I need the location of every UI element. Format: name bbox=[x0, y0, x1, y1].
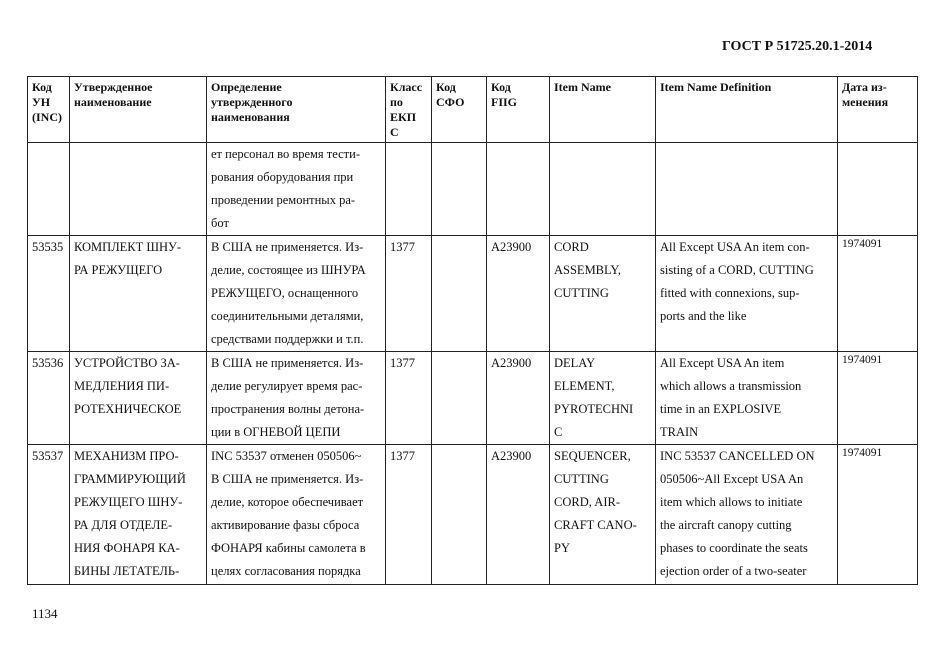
column-header-line: Код bbox=[32, 80, 52, 94]
cell-text-line: fitted with connexions, sup- bbox=[660, 286, 800, 300]
table-cell bbox=[656, 445, 838, 585]
cell-text-line: 1377 bbox=[390, 449, 415, 463]
cell-text-line: PY bbox=[554, 541, 570, 555]
cell-text-line: активирование фазы сброса bbox=[211, 518, 360, 532]
table-cell bbox=[550, 143, 656, 236]
column-header-line: менения bbox=[842, 95, 889, 109]
cell-text-line: делие регулирует время рас- bbox=[211, 379, 363, 393]
cell-text-line: РЕЖУЩЕГО, оснащенного bbox=[211, 286, 359, 300]
column-header bbox=[432, 77, 487, 143]
cell-text-line: A23900 bbox=[491, 240, 532, 254]
cell-text-line: делие, которое обеспечивает bbox=[211, 495, 364, 509]
cell-text-line: ports and the like bbox=[660, 309, 747, 323]
cell-text-line: 53535 bbox=[32, 240, 64, 254]
cell-text-line: sisting of a CORD, CUTTING bbox=[660, 263, 814, 277]
table-cell bbox=[487, 236, 550, 352]
cell-text-line: which allows a transmission bbox=[660, 379, 802, 393]
table-cell bbox=[207, 352, 386, 445]
cell-text-line: 53536 bbox=[32, 356, 64, 370]
column-header-line: Утвержденное bbox=[74, 80, 153, 94]
table-cell bbox=[70, 236, 207, 352]
column-header-line: УН bbox=[32, 95, 51, 109]
table-cell bbox=[28, 143, 70, 236]
cell-text-line: 1974091 bbox=[842, 447, 883, 459]
table-cell bbox=[432, 143, 487, 236]
document-title: ГОСТ Р 51725.20.1-2014 bbox=[722, 39, 873, 54]
table-cell bbox=[432, 352, 487, 445]
cell-text-line: CUTTING bbox=[554, 472, 609, 486]
cell-text-line: ELEMENT, bbox=[554, 379, 615, 393]
cell-text-line: БИНЫ ЛЕТАТЕЛЬ- bbox=[74, 564, 180, 578]
table-cell bbox=[207, 236, 386, 352]
table-cell bbox=[487, 445, 550, 585]
cell-text-line: В США не применяется. Из- bbox=[211, 240, 364, 254]
cell-text-line: ASSEMBLY, bbox=[554, 263, 621, 277]
cell-text-line: SEQUENCER, bbox=[554, 449, 631, 463]
table-cell bbox=[28, 352, 70, 445]
table-cell bbox=[70, 445, 207, 585]
cell-text-line: средствами поддержки и т.п. bbox=[211, 332, 364, 346]
cell-text-line: the aircraft canopy cutting bbox=[660, 518, 792, 532]
table-body bbox=[28, 143, 918, 585]
table-cell bbox=[386, 445, 432, 585]
cell-text-line: 53537 bbox=[32, 449, 64, 463]
table-row bbox=[28, 352, 918, 445]
cell-text-line: CORD bbox=[554, 240, 589, 254]
column-header bbox=[838, 77, 918, 143]
cell-text-line: РА ДЛЯ ОТДЕЛЕ- bbox=[74, 518, 173, 532]
cell-text-line: TRAIN bbox=[660, 425, 699, 439]
cell-text-line: ет персонал во время тести- bbox=[211, 147, 360, 161]
cell-text-line: time in an EXPLOSIVE bbox=[660, 402, 782, 416]
table-cell bbox=[550, 445, 656, 585]
column-header-line: наименования bbox=[211, 110, 290, 124]
cell-text-line: КОМПЛЕКТ ШНУ- bbox=[74, 240, 182, 254]
cell-text-line: ГРАММИРУЮЩИЙ bbox=[74, 472, 186, 486]
cell-text-line: ejection order of a two-seater bbox=[660, 564, 807, 578]
cell-text-line: INC 53537 отменен 050506~ bbox=[211, 449, 362, 463]
cell-text-line: phases to coordinate the seats bbox=[660, 541, 808, 555]
table-cell bbox=[550, 352, 656, 445]
column-header-line: утвержденного bbox=[211, 95, 293, 109]
cell-text-line: 1377 bbox=[390, 240, 415, 254]
cell-text-line: РЕЖУЩЕГО ШНУ- bbox=[74, 495, 183, 509]
cell-text-line: ФОНАРЯ кабины самолета в bbox=[211, 541, 366, 555]
cell-text-line: PYROTECHNI bbox=[554, 402, 634, 416]
column-header bbox=[386, 77, 432, 143]
cell-text-line: УСТРОЙСТВО ЗА- bbox=[74, 356, 180, 370]
column-header-line: Код bbox=[491, 80, 511, 94]
cell-text-line: В США не применяется. Из- bbox=[211, 356, 364, 370]
column-header-line: по bbox=[390, 95, 403, 109]
column-header-line: FIIG bbox=[491, 95, 518, 109]
table-cell bbox=[432, 236, 487, 352]
cell-text-line: проведении ремонтных ра- bbox=[211, 193, 356, 207]
table-cell bbox=[386, 143, 432, 236]
table-cell bbox=[838, 352, 918, 445]
page-number: 1134 bbox=[32, 606, 58, 621]
table-cell bbox=[432, 445, 487, 585]
cell-text-line: DELAY bbox=[554, 356, 596, 370]
cell-text-line: A23900 bbox=[491, 449, 532, 463]
cell-text-line: 1974091 bbox=[842, 354, 883, 366]
column-header bbox=[487, 77, 550, 143]
cell-text-line: item which allows to initiate bbox=[660, 495, 803, 509]
table-cell bbox=[70, 143, 207, 236]
table-cell bbox=[487, 352, 550, 445]
column-header bbox=[550, 77, 656, 143]
table-cell bbox=[28, 445, 70, 585]
cell-text-line: РОТЕХНИЧЕСКОЕ bbox=[74, 402, 182, 416]
table-row bbox=[28, 143, 918, 236]
column-header-line: (INC) bbox=[32, 110, 62, 124]
cell-text-line: CORD, AIR- bbox=[554, 495, 620, 509]
table-cell bbox=[487, 143, 550, 236]
cell-text-line: 1377 bbox=[390, 356, 415, 370]
cell-text-line: ции в ОГНЕВОЙ ЦЕПИ bbox=[211, 425, 341, 439]
table-cell bbox=[838, 143, 918, 236]
cell-text-line: соединительными деталями, bbox=[211, 309, 364, 323]
column-header bbox=[28, 77, 70, 143]
column-header-line: СФО bbox=[436, 95, 465, 109]
cell-text-line: делие, состоящее из ШНУРА bbox=[211, 263, 366, 277]
cell-text-line: МЕДЛЕНИЯ ПИ- bbox=[74, 379, 170, 393]
cell-text-line: НИЯ ФОНАРЯ КА- bbox=[74, 541, 180, 555]
table-cell bbox=[838, 445, 918, 585]
table-cell bbox=[550, 236, 656, 352]
data-table bbox=[27, 76, 918, 585]
cell-text-line: CUTTING bbox=[554, 286, 609, 300]
column-header bbox=[656, 77, 838, 143]
cell-text-line: РА РЕЖУЩЕГО bbox=[74, 263, 163, 277]
column-header bbox=[207, 77, 386, 143]
table-row bbox=[28, 236, 918, 352]
column-header-line: С bbox=[390, 125, 399, 139]
cell-text-line: CRAFT CANO- bbox=[554, 518, 637, 532]
table-header-row bbox=[28, 77, 918, 143]
table-cell bbox=[656, 143, 838, 236]
column-header-line: Item Name bbox=[554, 80, 611, 94]
cell-text-line: В США не применяется. Из- bbox=[211, 472, 364, 486]
table-cell bbox=[70, 352, 207, 445]
column-header-line: Класс bbox=[390, 80, 423, 94]
cell-text-line: рования оборудования при bbox=[211, 170, 354, 184]
column-header-line: наименование bbox=[74, 95, 152, 109]
column-header-line: Определение bbox=[211, 80, 282, 94]
table-cell bbox=[386, 236, 432, 352]
column-header-line: Код bbox=[436, 80, 456, 94]
column-header-line: ЕКП bbox=[390, 110, 417, 124]
cell-text-line: пространения волны детона- bbox=[211, 402, 365, 416]
cell-text-line: INC 53537 CANCELLED ON bbox=[660, 449, 815, 463]
table-row bbox=[28, 445, 918, 585]
cell-text-line: бот bbox=[211, 216, 229, 230]
cell-text-line: C bbox=[554, 425, 563, 439]
table-cell bbox=[207, 143, 386, 236]
column-header bbox=[70, 77, 207, 143]
table-cell bbox=[656, 236, 838, 352]
cell-text-line: A23900 bbox=[491, 356, 532, 370]
cell-text-line: 050506~All Except USA An bbox=[660, 472, 804, 486]
cell-text-line: МЕХАНИЗМ ПРО- bbox=[74, 449, 179, 463]
cell-text-line: 1974091 bbox=[842, 238, 883, 250]
column-header-line: Item Name Definition bbox=[660, 80, 772, 94]
table-cell bbox=[386, 352, 432, 445]
table-cell bbox=[207, 445, 386, 585]
table-cell bbox=[838, 236, 918, 352]
cell-text-line: All Except USA An item con- bbox=[660, 240, 810, 254]
column-header-line: Дата из- bbox=[842, 80, 887, 94]
table-cell bbox=[28, 236, 70, 352]
cell-text-line: All Except USA An item bbox=[660, 356, 785, 370]
cell-text-line: целях согласования порядка bbox=[211, 564, 361, 578]
table-cell bbox=[656, 352, 838, 445]
